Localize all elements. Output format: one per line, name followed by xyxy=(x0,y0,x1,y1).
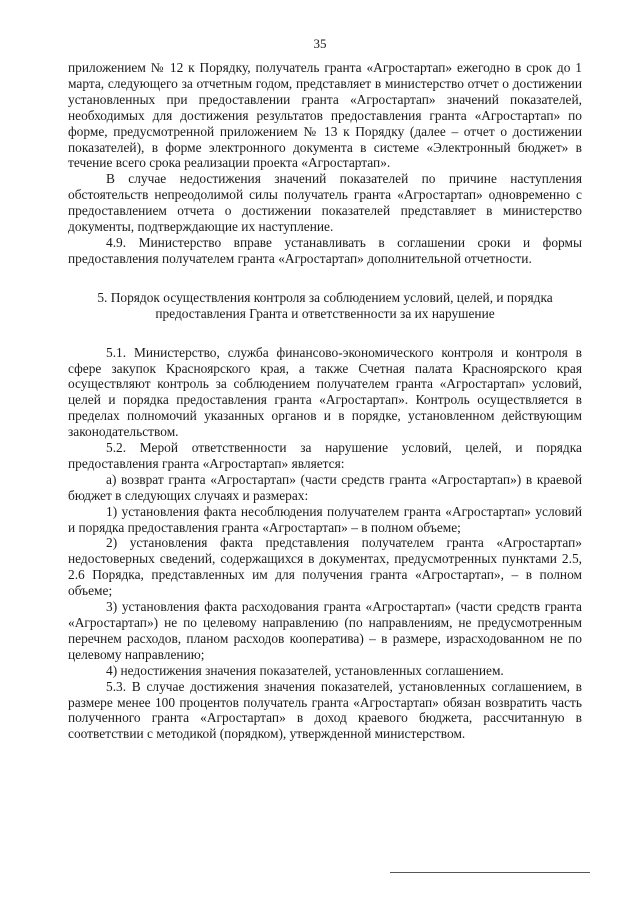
paragraph-5-2-a: а) возврат гранта «Агростартап» (части средств гранта «Агростартап») в краевой бюджет в следующих случаях и размерах: xyxy=(68,471,582,503)
list-item-4: 4) недостижения значения показателей, установленных соглашением. xyxy=(106,662,504,678)
paragraph-5-3: 5.3. В случае достижения значения показателей, установленных соглашением, в размере менее 100 процентов получатель гранта «Агростартап» обязан возвратить часть полученного гранта «Агростартап» в доход краевого бюджета, рассчитанную в соответствии с методикой (порядком), утвержденной министерством. xyxy=(68,678,582,742)
section-heading-5: 5. Порядок осуществления контроля за соблюдением условий, целей, и порядка предоставления Гранта и ответственности за их нарушение xyxy=(97,289,553,321)
list-item-2: 2) установления факта представления получателем гранта «Агростартап» недостоверных сведений, содержащихся в документах, предусмотренных пунктами 2.5, 2.6 Порядка, представленных им для получения гранта «Агростартап», – в полном объеме; xyxy=(68,535,582,599)
footnote-divider xyxy=(390,872,590,873)
document-body xyxy=(68,60,582,742)
paragraph-4-9: 4.9. Министерство вправе устанавливать в соглашении сроки и формы предоставления получателем гранта «Агростартап» дополнительной отчетности. xyxy=(68,234,582,266)
paragraph-5-1: 5.1. Министерство, служба финансово-экономического контроля и контроля в сфере закупок Красноярского края, а также Счетная палата Красноярского края осуществляют контроль за соблюдением получателем гранта «Агростартап» условий, целей и порядка предоставления гранта «Агростартап». Контроль осуществляется в пределах полномочий указанных органов и в порядке, установленном действующим законодательством. xyxy=(68,344,582,440)
page-number: 35 xyxy=(313,36,327,51)
paragraph-report-submission: приложением № 12 к Порядку, получатель гранта «Агростартап» ежегодно в срок до 1 марта, следующего за отчетным годом, представляет в министерство отчет о достижении установленных при предоставлении гранта «Агростартап» значений показателей, необходимых для достижения результатов предоставления гранта «Агростартап» по форме, предусмотренной приложением № 13 к Порядку (далее – отчет о достижении показателей), в форме электронного документа в системе «Электронный бюджет» в течение всего срока реализации проекта «Агростартап». xyxy=(68,60,582,171)
list-item-3: 3) установления факта расходования гранта «Агростартап» (части средств гранта «Агростартап») не по целевому направлению (по направлениям, не предусмотренным перечнем расходов, планом расходов кооператива) – в размере, израсходованном не по целевому направлению; xyxy=(68,599,582,662)
paragraph-5-2: 5.2. Мерой ответственности за нарушение условий, целей, и порядка предоставления гранта «Агростартап» является: xyxy=(68,440,582,471)
paragraph-force-majeure: В случае недостижения значений показателей по причине наступления обстоятельств непреодолимой силы получатель гранта «Агростартап» одновременно с предоставлением отчета о достижении показателей представляет в министерство документы, подтверждающие их наступление. xyxy=(68,171,582,235)
list-item-1: 1) установления факта несоблюдения получателем гранта «Агростартап» условий и порядка предоставления гранта «Агростартап» – в полном объеме; xyxy=(68,503,582,535)
